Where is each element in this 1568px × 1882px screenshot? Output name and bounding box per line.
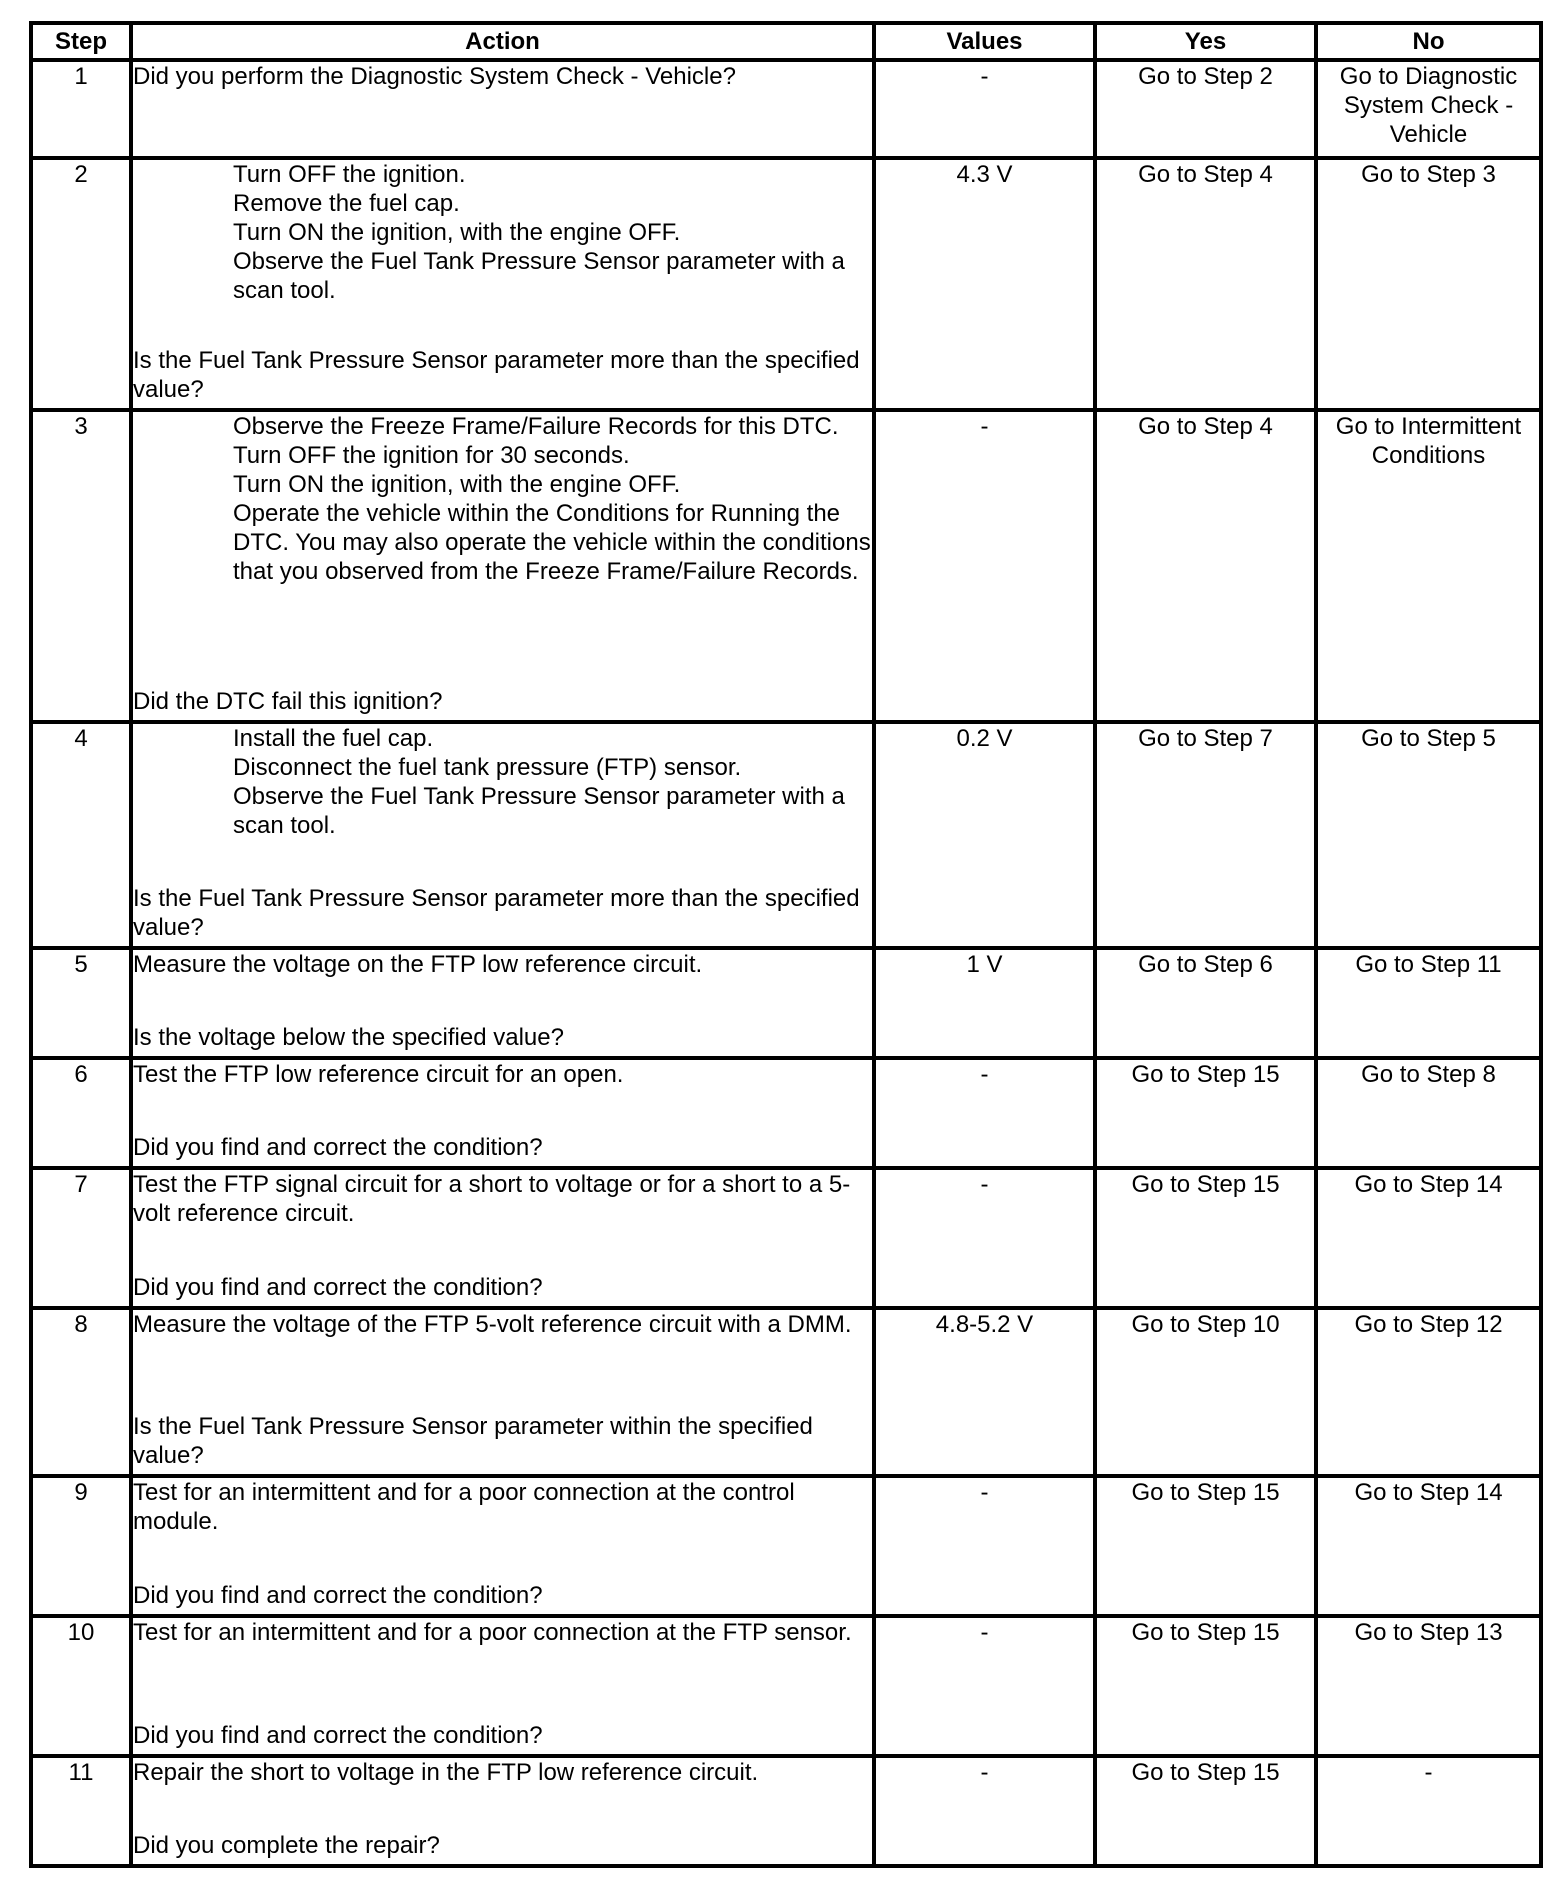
no-result: Go to Step 14 — [1316, 1168, 1541, 1308]
yes-result: Go to Step 4 — [1095, 158, 1316, 410]
specified-value: 0.2 V — [874, 722, 1095, 948]
specified-value: - — [874, 1476, 1095, 1616]
action-step-list — [133, 412, 872, 586]
action-intro-text: Repair the short to voltage in the FTP low reference circuit. — [133, 1759, 759, 1786]
specified-value: - — [874, 1616, 1095, 1756]
action-content — [133, 950, 872, 1052]
step-number: 3 — [31, 410, 131, 722]
action-step-item: Turn OFF the ignition. — [233, 161, 466, 188]
action-cell — [131, 1308, 874, 1476]
table-row — [31, 722, 1541, 948]
table-row — [31, 158, 1541, 410]
no-result: Go to Step 8 — [1316, 1058, 1541, 1168]
action-intro-text: Test for an intermittent and for a poor connection at the FTP sensor. — [133, 1619, 852, 1646]
yes-result: Go to Step 2 — [1095, 60, 1316, 158]
action-instructions — [133, 1170, 872, 1228]
table-row — [31, 1616, 1541, 1756]
action-intro-text: Measure the voltage of the FTP 5-volt reference circuit with a DMM. — [133, 1311, 852, 1338]
action-instructions — [133, 412, 872, 586]
specified-value: - — [874, 1168, 1095, 1308]
no-column-header: No — [1316, 23, 1541, 60]
no-result: Go to Step 13 — [1316, 1616, 1541, 1756]
action-step-list — [133, 724, 872, 840]
yes-result: Go to Step 10 — [1095, 1308, 1316, 1476]
action-content — [133, 1310, 872, 1470]
specified-value: - — [874, 1756, 1095, 1866]
step-number: 2 — [31, 158, 131, 410]
no-result: Go to Step 14 — [1316, 1476, 1541, 1616]
action-content — [133, 160, 872, 404]
no-result: Go to Intermittent Conditions — [1316, 410, 1541, 722]
action-step-item: Install the fuel cap. — [233, 725, 434, 752]
action-cell — [131, 1168, 874, 1308]
action-instructions — [133, 1618, 872, 1647]
action-cell — [131, 948, 874, 1058]
step-number: 4 — [31, 722, 131, 948]
table-header-row — [31, 23, 1541, 60]
action-step-item: Disconnect the fuel tank pressure (FTP) sensor. — [233, 754, 742, 781]
action-step-item: Remove the fuel cap. — [233, 190, 460, 217]
specified-value: - — [874, 1058, 1095, 1168]
action-question: Did you find and correct the condition? — [133, 1274, 543, 1301]
action-step-list — [133, 160, 872, 305]
action-cell — [131, 158, 874, 410]
specified-value: 1 V — [874, 948, 1095, 1058]
action-question: Is the Fuel Tank Pressure Sensor parameter more than the specified value? — [133, 347, 860, 403]
action-content — [133, 62, 872, 152]
action-question: Did the DTC fail this ignition? — [133, 688, 443, 715]
action-step-item: Turn ON the ignition, with the engine OFF. — [233, 471, 681, 498]
yes-result: Go to Step 15 — [1095, 1616, 1316, 1756]
step-number: 6 — [31, 1058, 131, 1168]
no-result: - — [1316, 1756, 1541, 1866]
action-cell — [131, 410, 874, 722]
action-content — [133, 1618, 872, 1750]
no-result: Go to Step 12 — [1316, 1308, 1541, 1476]
table-row — [31, 1058, 1541, 1168]
yes-result: Go to Step 15 — [1095, 1756, 1316, 1866]
action-instructions — [133, 62, 872, 91]
table-row — [31, 1168, 1541, 1308]
diagnostic-table — [29, 21, 1543, 1868]
action-cell — [131, 1616, 874, 1756]
specified-value: - — [874, 60, 1095, 158]
action-intro-text: Test for an intermittent and for a poor connection at the control module. — [133, 1479, 795, 1535]
action-content — [133, 724, 872, 942]
action-intro-text: Test the FTP low reference circuit for an open. — [133, 1061, 624, 1088]
action-step-item: Observe the Fuel Tank Pressure Sensor parameter with a scan tool. — [233, 248, 845, 304]
no-result: Go to Step 5 — [1316, 722, 1541, 948]
yes-result: Go to Step 6 — [1095, 948, 1316, 1058]
action-question: Is the voltage below the specified value? — [133, 1024, 564, 1051]
action-cell — [131, 60, 874, 158]
table-row — [31, 1476, 1541, 1616]
step-number: 11 — [31, 1756, 131, 1866]
action-content — [133, 1758, 872, 1860]
action-instructions — [133, 950, 872, 979]
step-number: 5 — [31, 948, 131, 1058]
action-question: Did you find and correct the condition? — [133, 1582, 543, 1609]
action-step-item: Turn ON the ignition, with the engine OFF. — [233, 219, 681, 246]
action-intro-text: Test the FTP signal circuit for a short to voltage or for a short to a 5-volt reference circuit. — [133, 1171, 851, 1227]
action-intro-text: Did you perform the Diagnostic System Check - Vehicle? — [133, 63, 736, 90]
action-question: Is the Fuel Tank Pressure Sensor parameter more than the specified value? — [133, 885, 860, 941]
step-number: 10 — [31, 1616, 131, 1756]
no-result: Go to Step 3 — [1316, 158, 1541, 410]
action-question: Did you find and correct the condition? — [133, 1134, 543, 1161]
step-number: 1 — [31, 60, 131, 158]
no-result: Go to Diagnostic System Check - Vehicle — [1316, 60, 1541, 158]
action-step-item: Turn OFF the ignition for 30 seconds. — [233, 442, 630, 469]
step-column-header: Step — [31, 23, 131, 60]
yes-result: Go to Step 4 — [1095, 410, 1316, 722]
table-body — [31, 60, 1541, 1866]
yes-result: Go to Step 15 — [1095, 1168, 1316, 1308]
yes-column-header: Yes — [1095, 23, 1316, 60]
action-content — [133, 1170, 872, 1302]
action-question: Is the Fuel Tank Pressure Sensor parameter within the specified value? — [133, 1413, 813, 1469]
step-number: 7 — [31, 1168, 131, 1308]
action-cell — [131, 1756, 874, 1866]
table-row — [31, 60, 1541, 158]
yes-result: Go to Step 15 — [1095, 1058, 1316, 1168]
no-result: Go to Step 11 — [1316, 948, 1541, 1058]
action-question: Did you complete the repair? — [133, 1832, 440, 1859]
table-row — [31, 1308, 1541, 1476]
values-column-header: Values — [874, 23, 1095, 60]
action-content — [133, 1478, 872, 1610]
action-content — [133, 1060, 872, 1162]
action-cell — [131, 1476, 874, 1616]
action-step-item: Observe the Fuel Tank Pressure Sensor parameter with a scan tool. — [233, 783, 845, 839]
diagnostic-table-container — [29, 21, 1543, 1868]
action-instructions — [133, 160, 872, 305]
specified-value: 4.8-5.2 V — [874, 1308, 1095, 1476]
action-step-item: Observe the Freeze Frame/Failure Records for this DTC. — [233, 413, 839, 440]
step-number: 9 — [31, 1476, 131, 1616]
action-column-header: Action — [131, 23, 874, 60]
action-instructions — [133, 1060, 872, 1089]
action-cell — [131, 722, 874, 948]
action-instructions — [133, 1310, 872, 1339]
action-instructions — [133, 724, 872, 840]
table-row — [31, 948, 1541, 1058]
action-question: Did you find and correct the condition? — [133, 1722, 543, 1749]
action-instructions — [133, 1758, 872, 1787]
specified-value: - — [874, 410, 1095, 722]
action-instructions — [133, 1478, 872, 1536]
action-step-item: Operate the vehicle within the Conditions for Running the DTC. You may also operate the vehicle within the conditions that you observed from the Freeze Frame/Failure Records. — [233, 500, 871, 585]
action-cell — [131, 1058, 874, 1168]
yes-result: Go to Step 15 — [1095, 1476, 1316, 1616]
action-intro-text: Measure the voltage on the FTP low reference circuit. — [133, 951, 703, 978]
table-row — [31, 410, 1541, 722]
table-row — [31, 1756, 1541, 1866]
yes-result: Go to Step 7 — [1095, 722, 1316, 948]
specified-value: 4.3 V — [874, 158, 1095, 410]
step-number: 8 — [31, 1308, 131, 1476]
action-content — [133, 412, 872, 716]
